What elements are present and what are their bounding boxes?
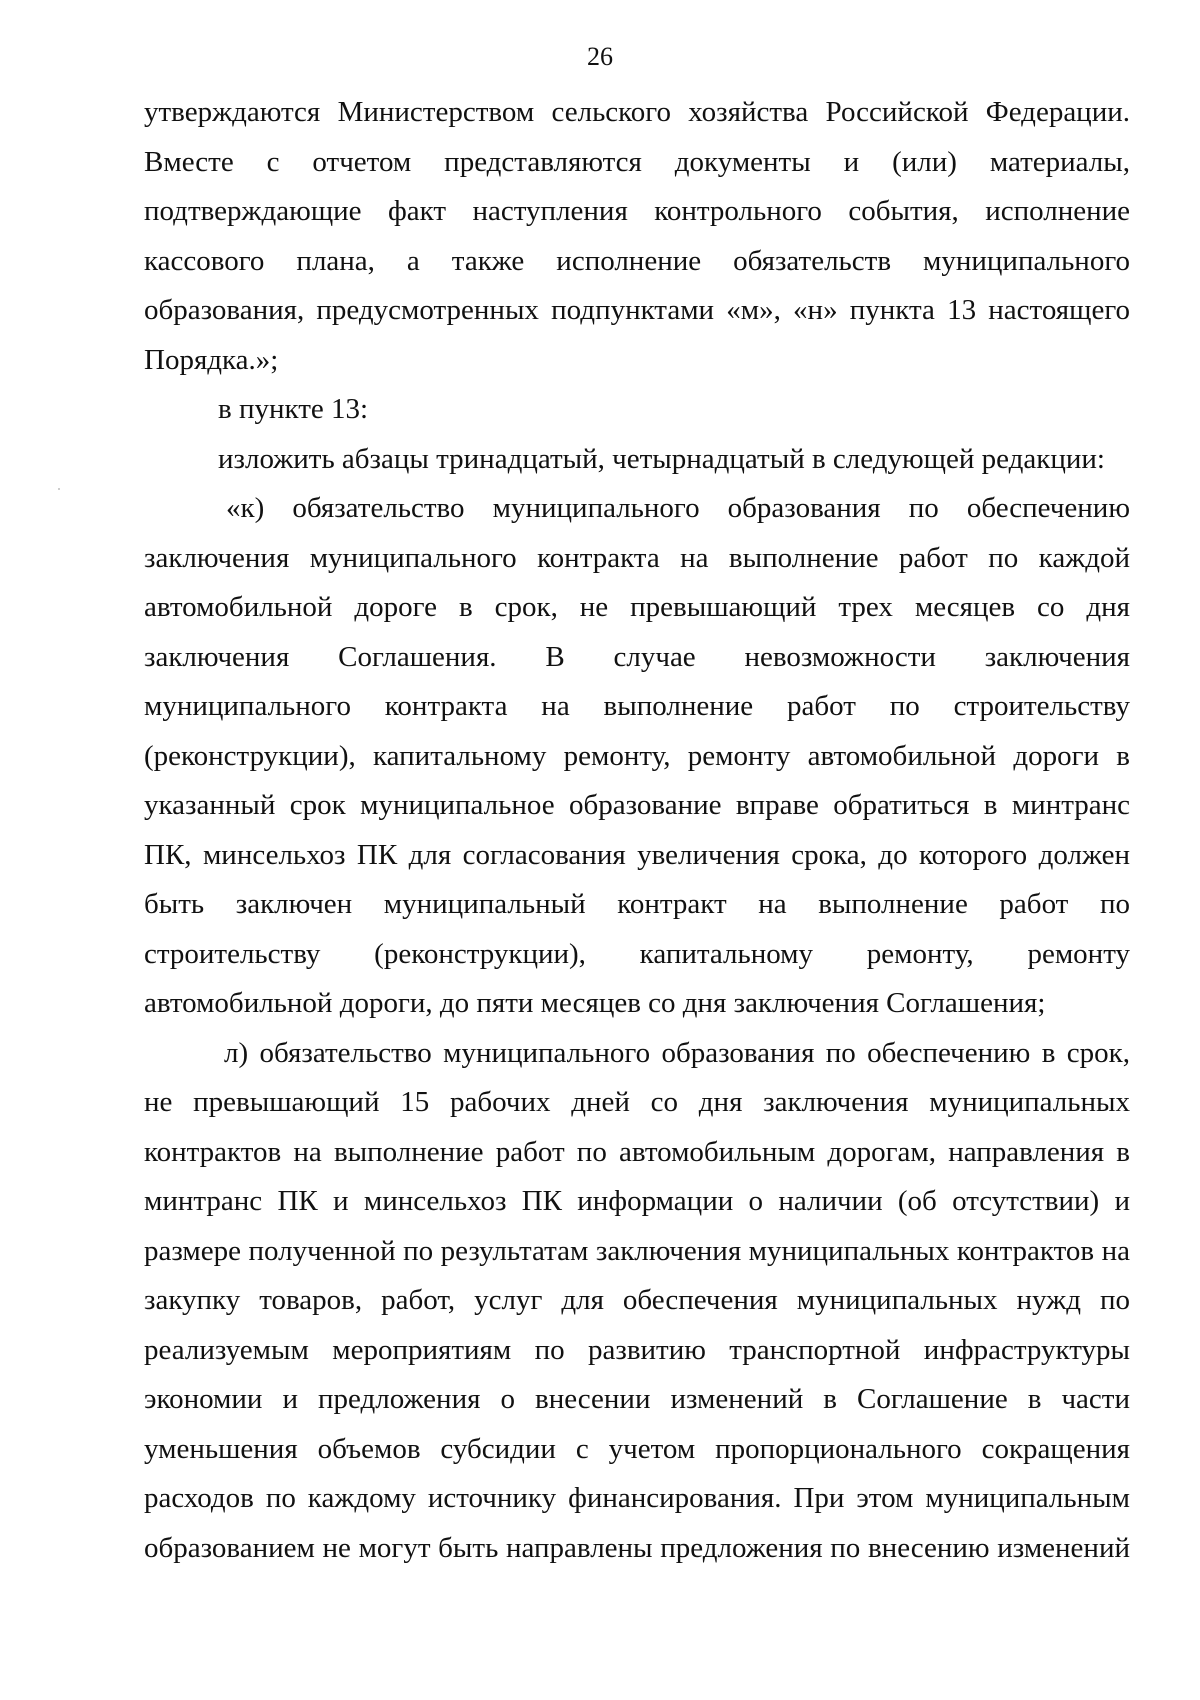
page-number: 26: [587, 42, 613, 71]
paragraph-subitem-l: л) обязательство муниципального образования по обеспечению в срок, не превышающий 15 рабочих дней со дня заключения муниципальных контрактов на выполнение работ по автомобильным дорогам, направления в минтранс ПК и минсельхоз ПК информации о наличии (об отсутствии) и размере полученной по результатам заключения муниципальных контрактов на закупку товаров, работ, услуг для обеспечения муниципальных нужд по реализуемым мероприятиям по развитию транспортной инфраструктуры экономии и предложения о внесении изменений в Соглашение в части уменьшения объемов субсидии с учетом пропорционального сокращения расходов по каждому источнику финансирования. При этом муниципальным образованием не могут быть направлены предложения по внесению изменений: [144, 1036, 1130, 1564]
scan-speck: [58, 488, 60, 490]
paragraph-subitem-k: «к) обязательство муниципального образования по обеспечению заключения муниципального контракта на выполнение работ по каждой автомобильной дороге в срок, не превышающий трех месяцев со дня заключения Соглашения. В случае невозможности заключения муниципального контракта на выполнение работ по строительству (реконструкции), капитальному ремонту, ремонту автомобильной дороги в указанный срок муниципальное образование вправе обратиться в минтранс ПК, минсельхоз ПК для согласования увеличения срока, до которого должен быть заключен муниципальный контракт на выполнение работ по строительству (реконструкции), капитальному ремонту, ремонту автомобильной дороги, до пяти месяцев со дня заключения Соглашения;: [144, 492, 1130, 1019]
document-body: [144, 88, 1130, 1573]
paragraph-amendment-instruction: изложить абзацы тринадцатый, четырнадцатый в следующей редакции:: [218, 442, 1105, 475]
paragraph-continuation: утверждаются Министерством сельского хозяйства Российской Федерации. Вместе с отчетом представляются документы и (или) материалы, подтверждающие факт наступления контрольного события, исполнение кассового плана, а также исполнение обязательств муниципального образования, предусмотренных подпунктами «м», «н» пункта 13 настоящего Порядка.»;: [144, 96, 1130, 376]
paragraph-item-13: в пункте 13:: [218, 393, 369, 425]
